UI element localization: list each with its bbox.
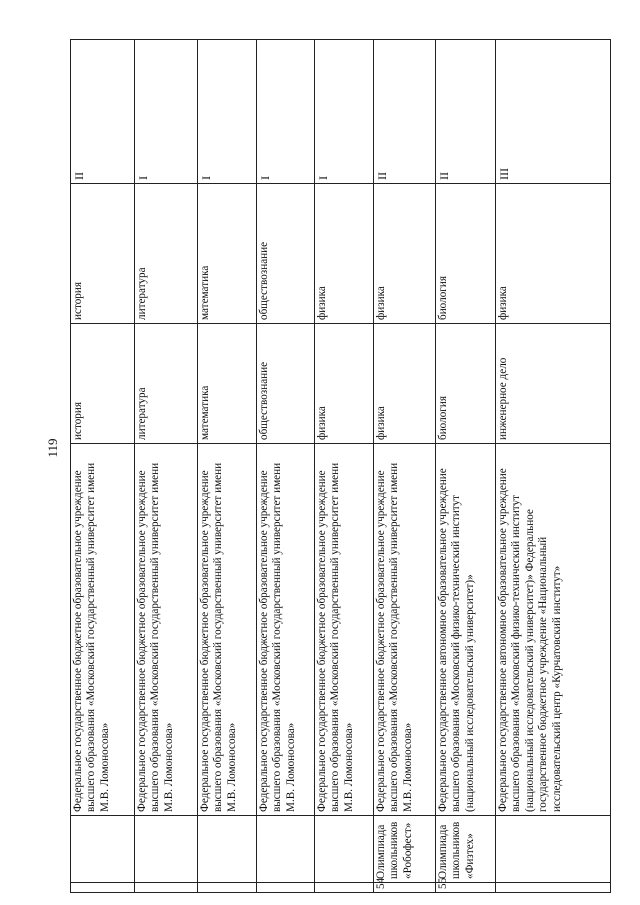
cell-name: Олимпиада школьников «Физтех» [436,816,496,883]
cell-num: 55 [436,883,496,893]
cell-organization: Федеральное государственное бюджетное образовательное учреждение высшего образования «Московский государственный университет имени М.В. Ломоносова» [374,444,436,816]
cell-level: I [135,40,198,184]
cell-name [315,816,374,883]
cell-name [71,816,135,883]
cell-subject: физика [315,184,374,324]
olympiad-table [70,39,611,893]
cell-name [135,816,198,883]
cell-subject: обществознание [257,184,315,324]
cell-name: Олимпиада школьников «Робофест» [374,816,436,883]
cell-profile: математика [198,324,257,444]
cell-subject: физика [374,184,436,324]
cell-organization: Федеральное государственное автономное образовательное учреждение высшего образования «Московский физико-технический институт (национальный исследовательский университет)» [436,444,496,816]
cell-level: II [71,40,135,184]
page-number: 119 [45,438,60,458]
cell-level: II [436,40,496,184]
cell-num [135,883,198,893]
table-row [496,40,611,893]
cell-organization: Федеральное государственное автономное образовательное учреждение высшего образования «Московский физико-технический институт (национальный исследовательский университет)» Федеральное государственное бюджетное учреждение «Национальный исследовательский центр «Курчатовский институт» [496,444,611,816]
cell-num [71,883,135,893]
cell-level: III [496,40,611,184]
cell-organization: Федеральное государственное бюджетное образовательное учреждение высшего образования «Московский государственный университет имени М.В. Ломоносова» [71,444,135,816]
cell-profile: биология [436,324,496,444]
cell-profile: литература [135,324,198,444]
table-row [71,40,135,893]
table-row [257,40,315,893]
cell-organization: Федеральное государственное бюджетное образовательное учреждение высшего образования «Московский государственный университет имени М.В. Ломоносова» [315,444,374,816]
cell-organization: Федеральное государственное бюджетное образовательное учреждение высшего образования «Московский государственный университет имени М.В. Ломоносова» [257,444,315,816]
cell-profile: физика [315,324,374,444]
cell-level: I [198,40,257,184]
cell-subject: физика [496,184,611,324]
cell-name [257,816,315,883]
cell-profile: обществознание [257,324,315,444]
cell-num [315,883,374,893]
cell-profile: история [71,324,135,444]
cell-level: II [374,40,436,184]
cell-num: 54 [374,883,436,893]
cell-profile: инженерное дело [496,324,611,444]
cell-subject: биология [436,184,496,324]
cell-organization: Федеральное государственное бюджетное образовательное учреждение высшего образования «Московский государственный университет имени М.В. Ломоносова» [135,444,198,816]
cell-level: I [257,40,315,184]
cell-subject: математика [198,184,257,324]
cell-num [257,883,315,893]
cell-profile: физика [374,324,436,444]
cell-name [496,816,611,883]
cell-subject: литература [135,184,198,324]
table-row [436,40,496,893]
cell-subject: история [71,184,135,324]
table-row [135,40,198,893]
cell-num [496,883,611,893]
cell-name [198,816,257,883]
rotated-table-frame [70,40,610,893]
table-row [198,40,257,893]
table-row [315,40,374,893]
table-row [374,40,436,893]
cell-level: I [315,40,374,184]
cell-organization: Федеральное государственное бюджетное образовательное учреждение высшего образования «Московский государственный университет имени М.В. Ломоносова» [198,444,257,816]
cell-num [198,883,257,893]
